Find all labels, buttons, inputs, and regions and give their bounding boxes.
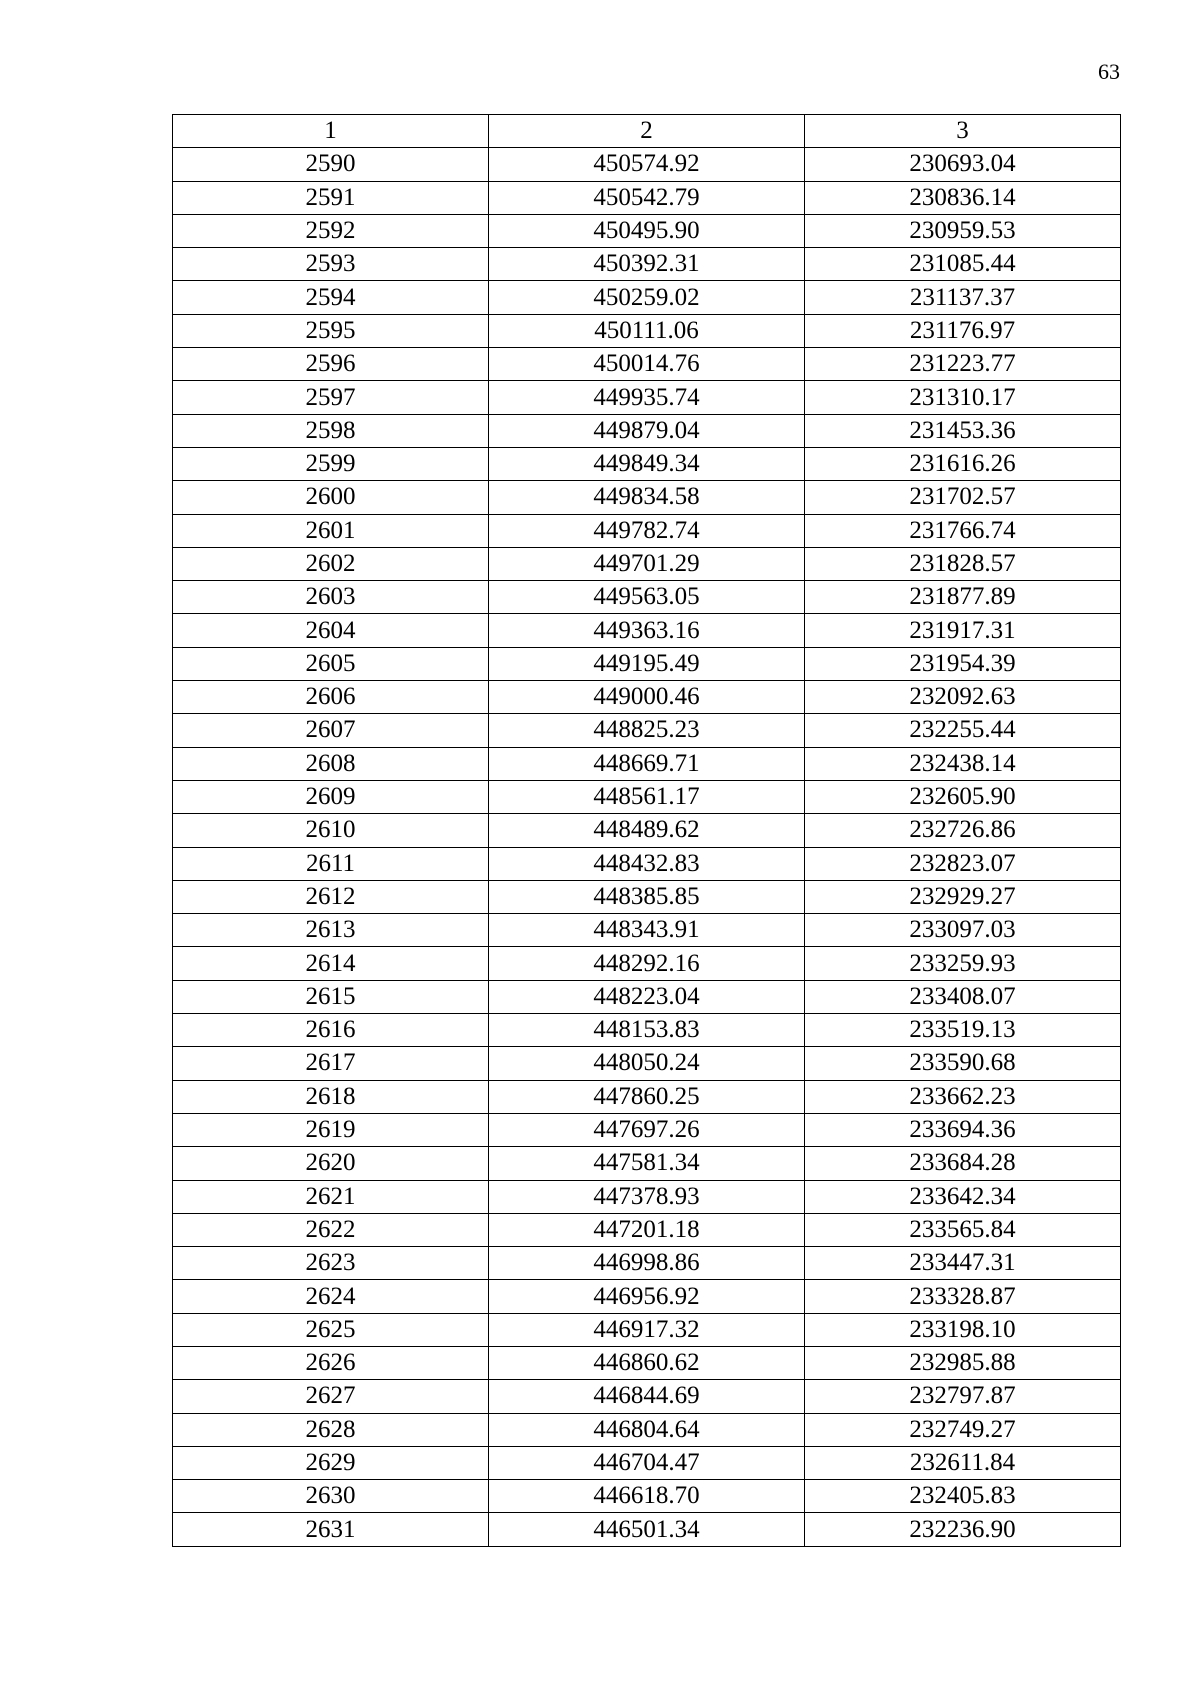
table-row	[173, 914, 1121, 947]
coordinate-x-cell: 449782.74	[489, 514, 805, 547]
coordinate-x-cell: 449195.49	[489, 647, 805, 680]
coordinate-x-cell: 448385.85	[489, 880, 805, 913]
point-number-cell: 2622	[173, 1213, 489, 1246]
point-number-cell: 2624	[173, 1280, 489, 1313]
coordinate-x-cell: 448343.91	[489, 914, 805, 947]
table-row	[173, 714, 1121, 747]
point-number-cell: 2602	[173, 547, 489, 580]
coordinate-y-cell: 231310.17	[805, 381, 1121, 414]
coordinate-y-cell: 233097.03	[805, 914, 1121, 947]
table-row	[173, 1513, 1121, 1546]
coordinate-y-cell: 233408.07	[805, 980, 1121, 1013]
point-number-cell: 2629	[173, 1446, 489, 1479]
coordinate-y-cell: 231176.97	[805, 314, 1121, 347]
point-number-cell: 2615	[173, 980, 489, 1013]
table-row	[173, 148, 1121, 181]
table-row	[173, 1280, 1121, 1313]
coordinate-x-cell: 448050.24	[489, 1047, 805, 1080]
coordinate-x-cell: 448669.71	[489, 747, 805, 780]
column-header-2: 2	[489, 115, 805, 148]
coordinate-x-cell: 446917.32	[489, 1313, 805, 1346]
table-row	[173, 447, 1121, 480]
coordinate-x-cell: 446618.70	[489, 1480, 805, 1513]
coordinate-x-cell: 450014.76	[489, 348, 805, 381]
coordinate-x-cell: 447581.34	[489, 1147, 805, 1180]
table-row	[173, 248, 1121, 281]
table-row	[173, 1080, 1121, 1113]
coordinate-x-cell: 449849.34	[489, 447, 805, 480]
coordinate-x-cell: 449000.46	[489, 681, 805, 714]
coordinate-x-cell: 446844.69	[489, 1380, 805, 1413]
coordinate-x-cell: 448292.16	[489, 947, 805, 980]
coordinate-x-cell: 448223.04	[489, 980, 805, 1013]
coordinate-x-cell: 450111.06	[489, 314, 805, 347]
point-number-cell: 2623	[173, 1247, 489, 1280]
coordinate-x-cell: 446804.64	[489, 1413, 805, 1446]
table-row	[173, 880, 1121, 913]
coordinate-y-cell: 230959.53	[805, 214, 1121, 247]
table-row	[173, 681, 1121, 714]
table-row	[173, 1346, 1121, 1379]
coordinate-x-cell: 450542.79	[489, 181, 805, 214]
coordinate-x-cell: 450259.02	[489, 281, 805, 314]
coordinate-y-cell: 232611.84	[805, 1446, 1121, 1479]
coordinate-x-cell: 449834.58	[489, 481, 805, 514]
column-header-3: 3	[805, 115, 1121, 148]
coordinate-y-cell: 231954.39	[805, 647, 1121, 680]
table-row	[173, 1313, 1121, 1346]
table-row	[173, 980, 1121, 1013]
coordinate-y-cell: 232929.27	[805, 880, 1121, 913]
table-row	[173, 1014, 1121, 1047]
coordinates-table	[172, 114, 1121, 1547]
coordinate-y-cell: 231223.77	[805, 348, 1121, 381]
table-row	[173, 1213, 1121, 1246]
coordinate-y-cell: 231917.31	[805, 614, 1121, 647]
point-number-cell: 2601	[173, 514, 489, 547]
point-number-cell: 2606	[173, 681, 489, 714]
coordinate-x-cell: 447697.26	[489, 1113, 805, 1146]
coordinate-y-cell: 233662.23	[805, 1080, 1121, 1113]
point-number-cell: 2591	[173, 181, 489, 214]
coordinate-x-cell: 450495.90	[489, 214, 805, 247]
point-number-cell: 2620	[173, 1147, 489, 1180]
coordinate-x-cell: 450574.92	[489, 148, 805, 181]
table-row	[173, 314, 1121, 347]
table-body	[173, 115, 1121, 1547]
coordinate-y-cell: 230693.04	[805, 148, 1121, 181]
point-number-cell: 2619	[173, 1113, 489, 1146]
point-number-cell: 2605	[173, 647, 489, 680]
table-header-row	[173, 115, 1121, 148]
table-row	[173, 414, 1121, 447]
point-number-cell: 2607	[173, 714, 489, 747]
coordinate-y-cell: 232749.27	[805, 1413, 1121, 1446]
table-row	[173, 1047, 1121, 1080]
coordinate-x-cell: 448489.62	[489, 814, 805, 847]
table-row	[173, 1147, 1121, 1180]
point-number-cell: 2596	[173, 348, 489, 381]
coordinate-x-cell: 449879.04	[489, 414, 805, 447]
table-row	[173, 348, 1121, 381]
coordinate-y-cell: 233684.28	[805, 1147, 1121, 1180]
point-number-cell: 2597	[173, 381, 489, 414]
table-row	[173, 181, 1121, 214]
point-number-cell: 2625	[173, 1313, 489, 1346]
table-row	[173, 847, 1121, 880]
coordinate-x-cell: 449363.16	[489, 614, 805, 647]
coordinate-y-cell: 231137.37	[805, 281, 1121, 314]
point-number-cell: 2618	[173, 1080, 489, 1113]
coordinate-y-cell: 233565.84	[805, 1213, 1121, 1246]
coordinate-y-cell: 231085.44	[805, 248, 1121, 281]
coordinate-y-cell: 231616.26	[805, 447, 1121, 480]
table-row	[173, 780, 1121, 813]
coordinate-x-cell: 450392.31	[489, 248, 805, 281]
table-row	[173, 381, 1121, 414]
coordinate-y-cell: 231702.57	[805, 481, 1121, 514]
coordinate-x-cell: 446501.34	[489, 1513, 805, 1546]
coordinate-y-cell: 231766.74	[805, 514, 1121, 547]
coordinate-y-cell: 233259.93	[805, 947, 1121, 980]
point-number-cell: 2627	[173, 1380, 489, 1413]
point-number-cell: 2621	[173, 1180, 489, 1213]
point-number-cell: 2590	[173, 148, 489, 181]
coordinate-x-cell: 448561.17	[489, 780, 805, 813]
coordinate-x-cell: 447201.18	[489, 1213, 805, 1246]
coordinate-x-cell: 447378.93	[489, 1180, 805, 1213]
table-row	[173, 1446, 1121, 1479]
coordinate-y-cell: 232726.86	[805, 814, 1121, 847]
point-number-cell: 2600	[173, 481, 489, 514]
table-row	[173, 214, 1121, 247]
coordinate-y-cell: 231828.57	[805, 547, 1121, 580]
coordinate-x-cell: 448153.83	[489, 1014, 805, 1047]
coordinate-x-cell: 448825.23	[489, 714, 805, 747]
point-number-cell: 2593	[173, 248, 489, 281]
point-number-cell: 2628	[173, 1413, 489, 1446]
table-row	[173, 281, 1121, 314]
coordinate-y-cell: 233519.13	[805, 1014, 1121, 1047]
coordinate-y-cell: 232823.07	[805, 847, 1121, 880]
page-number: 63	[1098, 59, 1120, 84]
coordinate-y-cell: 231453.36	[805, 414, 1121, 447]
table-row	[173, 1380, 1121, 1413]
point-number-cell: 2609	[173, 780, 489, 813]
coordinate-y-cell: 232405.83	[805, 1480, 1121, 1513]
coordinate-x-cell: 449701.29	[489, 547, 805, 580]
coordinate-y-cell: 233328.87	[805, 1280, 1121, 1313]
coordinate-x-cell: 449563.05	[489, 581, 805, 614]
coordinate-y-cell: 233642.34	[805, 1180, 1121, 1213]
coordinate-y-cell: 232236.90	[805, 1513, 1121, 1546]
table-row	[173, 647, 1121, 680]
coordinate-x-cell: 449935.74	[489, 381, 805, 414]
coordinate-y-cell: 230836.14	[805, 181, 1121, 214]
coordinate-x-cell: 446956.92	[489, 1280, 805, 1313]
point-number-cell: 2614	[173, 947, 489, 980]
point-number-cell: 2611	[173, 847, 489, 880]
point-number-cell: 2616	[173, 1014, 489, 1047]
point-number-cell: 2598	[173, 414, 489, 447]
point-number-cell: 2604	[173, 614, 489, 647]
table-row	[173, 581, 1121, 614]
coordinate-x-cell: 448432.83	[489, 847, 805, 880]
table-row	[173, 614, 1121, 647]
coordinate-y-cell: 233198.10	[805, 1313, 1121, 1346]
point-number-cell: 2617	[173, 1047, 489, 1080]
table-row	[173, 514, 1121, 547]
coordinate-x-cell: 446704.47	[489, 1446, 805, 1479]
coordinate-x-cell: 446998.86	[489, 1247, 805, 1280]
table-row	[173, 947, 1121, 980]
point-number-cell: 2630	[173, 1480, 489, 1513]
coordinate-y-cell: 232255.44	[805, 714, 1121, 747]
coordinate-y-cell: 232092.63	[805, 681, 1121, 714]
table-row	[173, 747, 1121, 780]
point-number-cell: 2594	[173, 281, 489, 314]
point-number-cell: 2599	[173, 447, 489, 480]
table-row	[173, 1113, 1121, 1146]
point-number-cell: 2608	[173, 747, 489, 780]
point-number-cell: 2603	[173, 581, 489, 614]
table-row	[173, 1480, 1121, 1513]
coordinate-y-cell: 233447.31	[805, 1247, 1121, 1280]
point-number-cell: 2613	[173, 914, 489, 947]
point-number-cell: 2595	[173, 314, 489, 347]
coordinate-y-cell: 231877.89	[805, 581, 1121, 614]
coordinate-y-cell: 232438.14	[805, 747, 1121, 780]
point-number-cell: 2610	[173, 814, 489, 847]
table-row	[173, 1180, 1121, 1213]
point-number-cell: 2612	[173, 880, 489, 913]
coordinate-y-cell: 232605.90	[805, 780, 1121, 813]
coordinate-y-cell: 232985.88	[805, 1346, 1121, 1379]
table-row	[173, 1413, 1121, 1446]
coordinate-y-cell: 233590.68	[805, 1047, 1121, 1080]
table-row	[173, 814, 1121, 847]
table-row	[173, 547, 1121, 580]
column-header-1: 1	[173, 115, 489, 148]
table-row	[173, 1247, 1121, 1280]
point-number-cell: 2626	[173, 1346, 489, 1379]
coordinate-x-cell: 446860.62	[489, 1346, 805, 1379]
coordinate-y-cell: 233694.36	[805, 1113, 1121, 1146]
coordinate-x-cell: 447860.25	[489, 1080, 805, 1113]
point-number-cell: 2592	[173, 214, 489, 247]
point-number-cell: 2631	[173, 1513, 489, 1546]
coordinate-y-cell: 232797.87	[805, 1380, 1121, 1413]
table-row	[173, 481, 1121, 514]
